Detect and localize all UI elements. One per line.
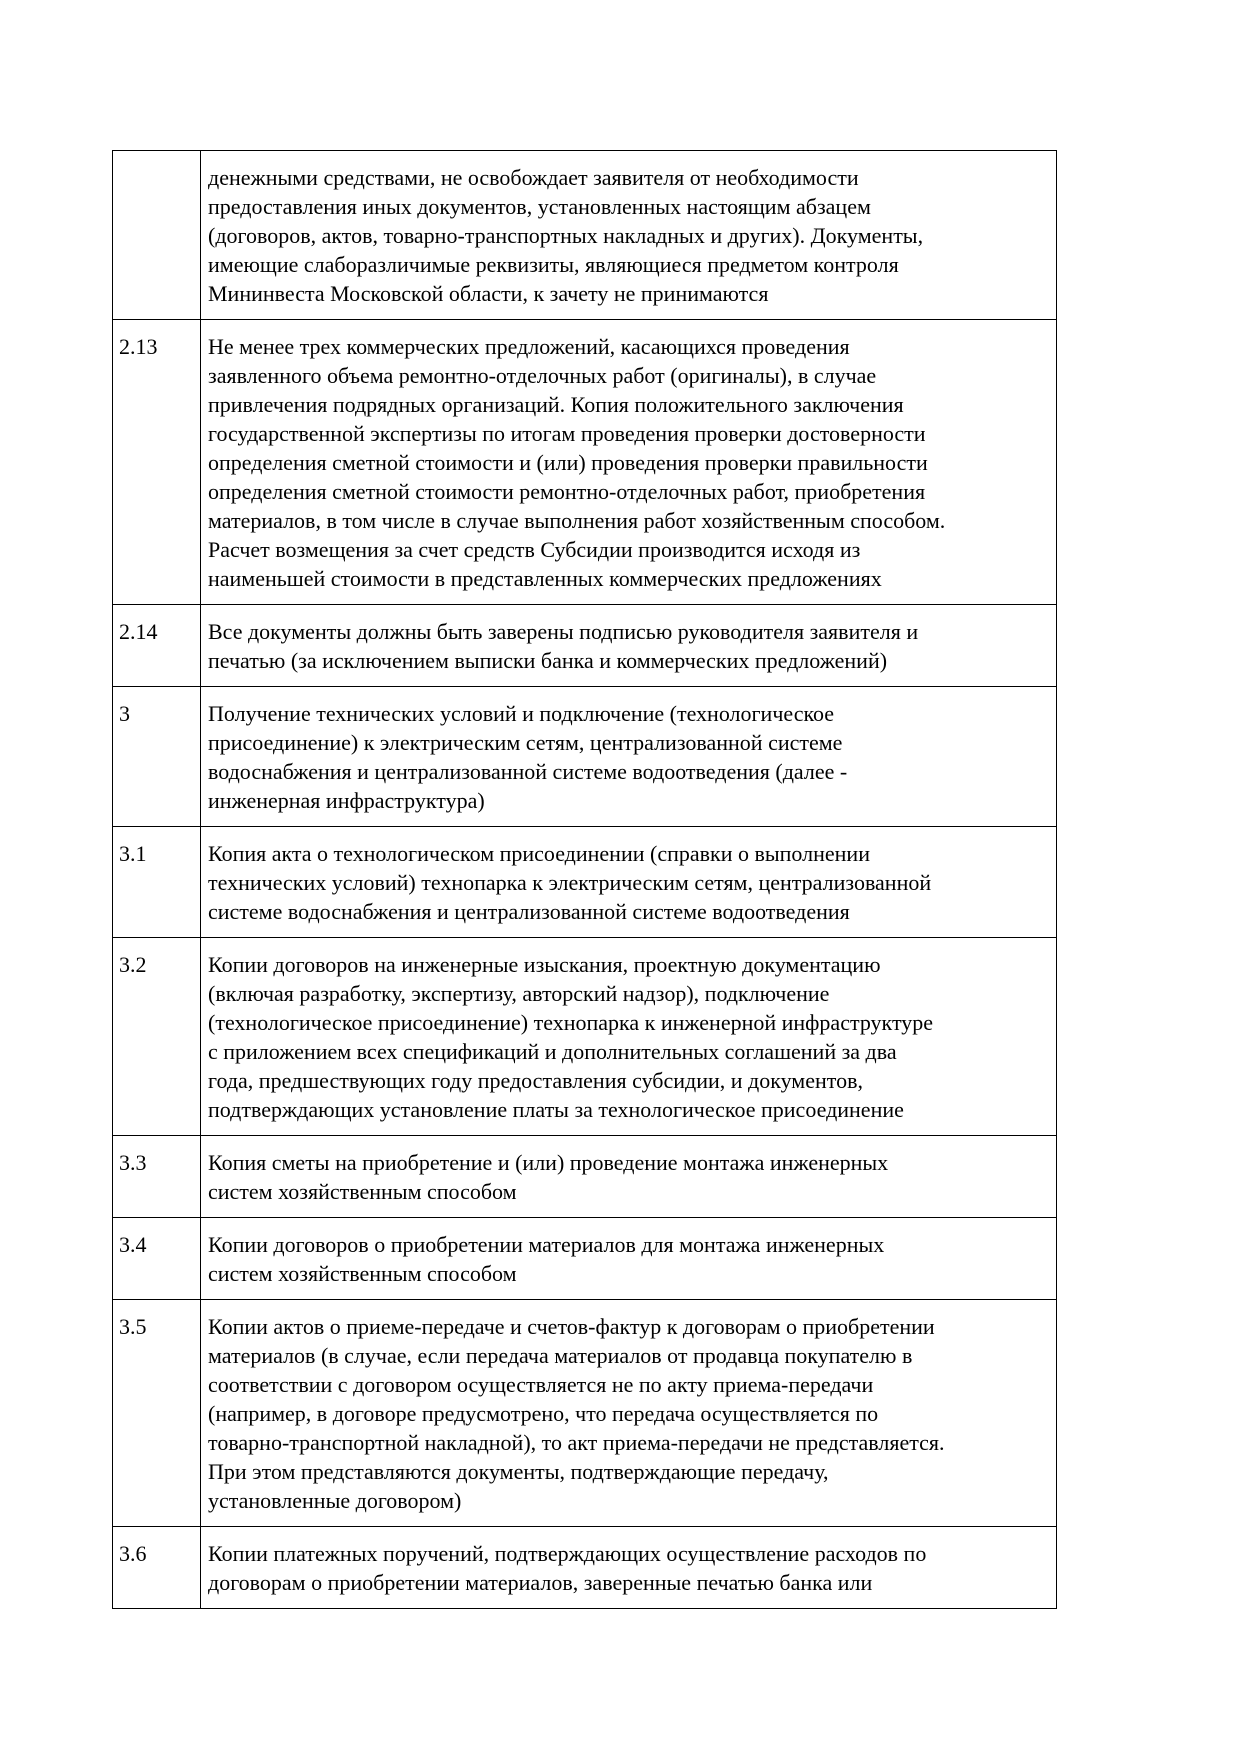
row-text: Копии актов о приеме-передаче и счетов-фактур к договорам о приобретении материалов (в случае, если передача материалов от продавца покупателю в соответствии с договором осуществляется не по акту приема-передачи (например, в договоре предусмотрено, что передача осуществляется по товарно-транспортной накладной), то акт приема-передачи не представляется. При этом представляются документы, подтверждающие передачу, установленные договором) [201, 1300, 1057, 1527]
row-text: Копии платежных поручений, подтверждающих осуществление расходов по договорам о приобретении материалов, заверенные печатью банка или [201, 1527, 1057, 1609]
table-row [113, 1300, 1057, 1527]
row-text: денежными средствами, не освобождает заявителя от необходимости предоставления иных документов, установленных настоящим абзацем (договоров, актов, товарно-транспортных накладных и других). Документы, имеющие слаборазличимые реквизиты, являющиеся предметом контроля Мининвеста Московской области, к зачету не принимаются [201, 151, 1057, 320]
table-row [113, 938, 1057, 1136]
table-row [113, 1136, 1057, 1218]
row-number: 2.14 [113, 605, 201, 687]
table-row [113, 151, 1057, 320]
table-row [113, 320, 1057, 605]
row-number: 3.1 [113, 827, 201, 938]
document-requirements-table [112, 150, 1057, 1609]
row-number: 3.2 [113, 938, 201, 1136]
row-text: Копии договоров на инженерные изыскания, проектную документацию (включая разработку, экспертизу, авторский надзор), подключение (технологическое присоединение) технопарка к инженерной инфраструктуре с приложением всех спецификаций и дополнительных соглашений за два года, предшествующих году предоставления субсидии, и документов, подтверждающих установление платы за технологическое присоединение [201, 938, 1057, 1136]
row-text: Не менее трех коммерческих предложений, касающихся проведения заявленного объема ремонтно-отделочных работ (оригиналы), в случае привлечения подрядных организаций. Копия положительного заключения государственной экспертизы по итогам проведения проверки достоверности определения сметной стоимости и (или) проведения проверки правильности определения сметной стоимости ремонтно-отделочных работ, приобретения материалов, в том числе в случае выполнения работ хозяйственным способом. Расчет возмещения за счет средств Субсидии производится исходя из наименьшей стоимости в представленных коммерческих предложениях [201, 320, 1057, 605]
row-number: 2.13 [113, 320, 201, 605]
row-text: Получение технических условий и подключение (технологическое присоединение) к электрическим сетям, централизованной системе водоснабжения и централизованной системе водоотведения (далее - инженерная инфраструктура) [201, 687, 1057, 827]
row-text: Все документы должны быть заверены подписью руководителя заявителя и печатью (за исключением выписки банка и коммерческих предложений) [201, 605, 1057, 687]
table-row [113, 1527, 1057, 1609]
row-number: 3.5 [113, 1300, 201, 1527]
row-text: Копия сметы на приобретение и (или) проведение монтажа инженерных систем хозяйственным способом [201, 1136, 1057, 1218]
table-row [113, 1218, 1057, 1300]
row-number [113, 151, 201, 320]
table-row [113, 827, 1057, 938]
row-number: 3.6 [113, 1527, 201, 1609]
table-row [113, 605, 1057, 687]
row-number: 3 [113, 687, 201, 827]
row-text: Копии договоров о приобретении материалов для монтажа инженерных систем хозяйственным способом [201, 1218, 1057, 1300]
row-number: 3.3 [113, 1136, 201, 1218]
row-number: 3.4 [113, 1218, 201, 1300]
row-text: Копия акта о технологическом присоединении (справки о выполнении технических условий) технопарка к электрическим сетям, централизованной системе водоснабжения и централизованной системе водоотведения [201, 827, 1057, 938]
table-row [113, 687, 1057, 827]
